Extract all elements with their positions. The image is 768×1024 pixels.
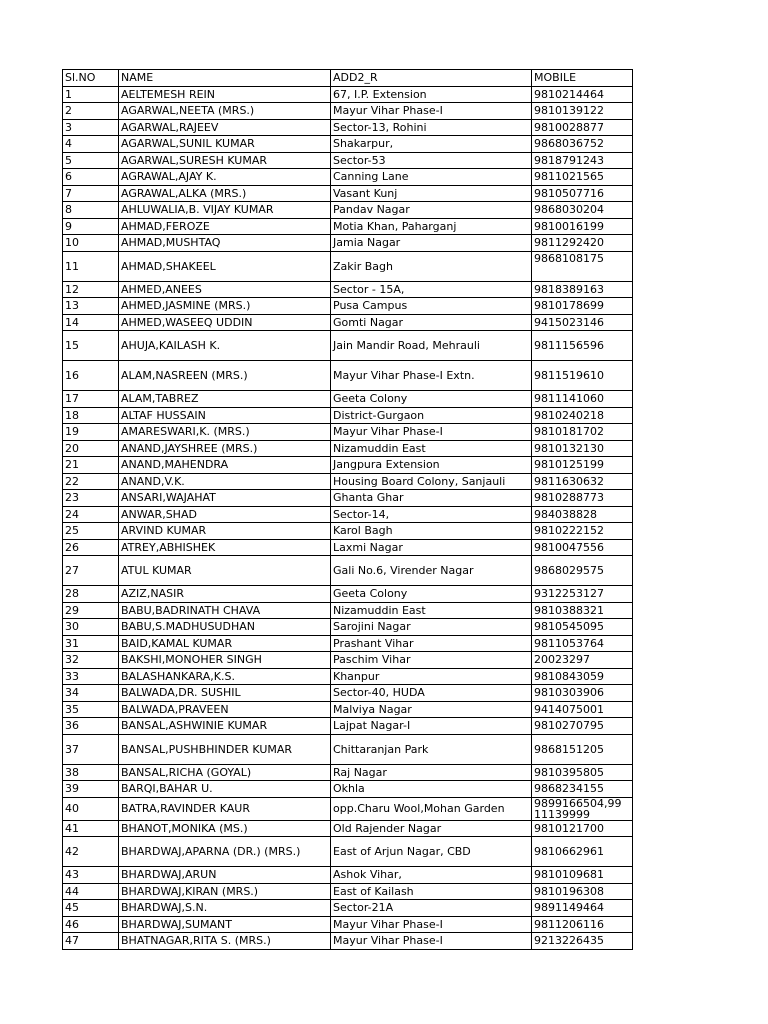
cell-slno: 1 — [63, 86, 119, 103]
cell-mobile: 9810288773 — [532, 490, 633, 507]
table-row — [63, 685, 633, 702]
cell-name: AHMED,ANEES — [119, 281, 331, 298]
table-row — [63, 281, 633, 298]
cell-address: Mayur Vihar Phase-I — [331, 933, 532, 950]
cell-name: AHUJA,KAILASH K. — [119, 331, 331, 361]
cell-mobile: 9810545095 — [532, 619, 633, 636]
cell-address: Ashok Vihar, — [331, 867, 532, 884]
cell-name: BHARDWAJ,S.N. — [119, 900, 331, 917]
cell-name: ALTAF HUSSAIN — [119, 407, 331, 424]
cell-slno: 45 — [63, 900, 119, 917]
cell-name: BHARDWAJ,ARUN — [119, 867, 331, 884]
cell-address: Pandav Nagar — [331, 202, 532, 219]
table-row — [63, 652, 633, 669]
cell-mobile: 984038828 — [532, 506, 633, 523]
cell-name: AHMAD,SHAKEEL — [119, 251, 331, 281]
header-address: ADD2_R — [331, 70, 532, 87]
table-row — [63, 473, 633, 490]
cell-address: 67, I.P. Extension — [331, 86, 532, 103]
cell-mobile: 9810125199 — [532, 457, 633, 474]
cell-mobile: 9818791243 — [532, 152, 633, 169]
cell-slno: 25 — [63, 523, 119, 540]
cell-name: AHLUWALIA,B. VIJAY KUMAR — [119, 202, 331, 219]
table-row — [63, 635, 633, 652]
cell-slno: 38 — [63, 764, 119, 781]
cell-name: AZIZ,NASIR — [119, 586, 331, 603]
table-row — [63, 797, 633, 820]
cell-address: Sector-40, HUDA — [331, 685, 532, 702]
cell-name: AGARWAL,SURESH KUMAR — [119, 152, 331, 169]
table-row — [63, 424, 633, 441]
cell-mobile: 9810507716 — [532, 185, 633, 202]
header-name: NAME — [119, 70, 331, 87]
cell-mobile: 9868151205 — [532, 734, 633, 764]
cell-slno: 12 — [63, 281, 119, 298]
cell-mobile: 9810303906 — [532, 685, 633, 702]
cell-address: East of Kailash — [331, 883, 532, 900]
table-row — [63, 933, 633, 950]
cell-slno: 37 — [63, 734, 119, 764]
header-slno: Sl.NO — [63, 70, 119, 87]
cell-slno: 19 — [63, 424, 119, 441]
cell-mobile: 9811021565 — [532, 169, 633, 186]
cell-address: Shakarpur, — [331, 136, 532, 153]
cell-address: Geeta Colony — [331, 391, 532, 408]
cell-mobile: 9868234155 — [532, 781, 633, 798]
cell-name: AELTEMESH REIN — [119, 86, 331, 103]
cell-slno: 43 — [63, 867, 119, 884]
cell-slno: 10 — [63, 235, 119, 252]
cell-name: ANSARI,WAJAHAT — [119, 490, 331, 507]
table-row — [63, 251, 633, 281]
cell-mobile: 9818389163 — [532, 281, 633, 298]
cell-name: ANWAR,SHAD — [119, 506, 331, 523]
cell-mobile: 9868030204 — [532, 202, 633, 219]
cell-address: Khanpur — [331, 668, 532, 685]
table-row — [63, 119, 633, 136]
table-row — [63, 407, 633, 424]
cell-address: Mayur Vihar Phase-I — [331, 916, 532, 933]
cell-mobile: 9810270795 — [532, 718, 633, 735]
cell-name: ATUL KUMAR — [119, 556, 331, 586]
cell-name: BANSAL,ASHWINIE KUMAR — [119, 718, 331, 735]
cell-mobile: 9811292420 — [532, 235, 633, 252]
cell-mobile: 9810181702 — [532, 424, 633, 441]
cell-address: Housing Board Colony, Sanjauli — [331, 473, 532, 490]
table-row — [63, 298, 633, 315]
cell-address: Sarojini Nagar — [331, 619, 532, 636]
cell-address: Chittaranjan Park — [331, 734, 532, 764]
cell-address: Pusa Campus — [331, 298, 532, 315]
cell-name: BANSAL,PUSHBHINDER KUMAR — [119, 734, 331, 764]
cell-slno: 23 — [63, 490, 119, 507]
cell-slno: 7 — [63, 185, 119, 202]
cell-slno: 16 — [63, 361, 119, 391]
cell-address: Sector-13, Rohini — [331, 119, 532, 136]
cell-mobile: 9810028877 — [532, 119, 633, 136]
table-row — [63, 218, 633, 235]
cell-name: ATREY,ABHISHEK — [119, 539, 331, 556]
cell-mobile: 9810843059 — [532, 668, 633, 685]
cell-slno: 6 — [63, 169, 119, 186]
cell-mobile: 9810222152 — [532, 523, 633, 540]
cell-address: Karol Bagh — [331, 523, 532, 540]
cell-slno: 47 — [63, 933, 119, 950]
cell-mobile: 9415023146 — [532, 314, 633, 331]
table-row — [63, 916, 633, 933]
cell-slno: 3 — [63, 119, 119, 136]
cell-mobile: 9811519610 — [532, 361, 633, 391]
cell-slno: 4 — [63, 136, 119, 153]
cell-slno: 34 — [63, 685, 119, 702]
cell-slno: 21 — [63, 457, 119, 474]
table-row — [63, 820, 633, 837]
cell-name: BAID,KAMAL KUMAR — [119, 635, 331, 652]
table-row — [63, 619, 633, 636]
cell-name: BALASHANKARA,K.S. — [119, 668, 331, 685]
cell-address: Sector-14, — [331, 506, 532, 523]
cell-mobile: 9312253127 — [532, 586, 633, 603]
cell-slno: 30 — [63, 619, 119, 636]
cell-name: BATRA,RAVINDER KAUR — [119, 797, 331, 820]
cell-mobile: 9811630632 — [532, 473, 633, 490]
table-row — [63, 457, 633, 474]
cell-name: AHMAD,MUSHTAQ — [119, 235, 331, 252]
cell-slno: 26 — [63, 539, 119, 556]
cell-name: BABU,BADRINATH CHAVA — [119, 602, 331, 619]
cell-address: Raj Nagar — [331, 764, 532, 781]
contact-table — [62, 69, 633, 950]
cell-address: opp.Charu Wool,Mohan Garden — [331, 797, 532, 820]
cell-name: BARQI,BAHAR U. — [119, 781, 331, 798]
cell-address: Zakir Bagh — [331, 251, 532, 281]
cell-mobile: 9891149464 — [532, 900, 633, 917]
cell-mobile: 9810016199 — [532, 218, 633, 235]
cell-mobile: 9213226435 — [532, 933, 633, 950]
cell-address: Paschim Vihar — [331, 652, 532, 669]
table-row — [63, 867, 633, 884]
table-row — [63, 152, 633, 169]
cell-mobile: 9810047556 — [532, 539, 633, 556]
cell-name: BANSAL,RICHA (GOYAL) — [119, 764, 331, 781]
cell-address: Nizamuddin East — [331, 602, 532, 619]
cell-mobile: 9414075001 — [532, 701, 633, 718]
table-row — [63, 900, 633, 917]
cell-name: AHMAD,FEROZE — [119, 218, 331, 235]
table-row — [63, 837, 633, 867]
cell-name: BHARDWAJ,SUMANT — [119, 916, 331, 933]
cell-mobile: 9868036752 — [532, 136, 633, 153]
cell-address: Gomti Nagar — [331, 314, 532, 331]
cell-name: AGRAWAL,AJAY K. — [119, 169, 331, 186]
cell-mobile: 9811156596 — [532, 331, 633, 361]
table-row — [63, 331, 633, 361]
cell-mobile: 9810132130 — [532, 440, 633, 457]
cell-slno: 27 — [63, 556, 119, 586]
cell-name: AGARWAL,NEETA (MRS.) — [119, 103, 331, 120]
cell-address: Canning Lane — [331, 169, 532, 186]
cell-slno: 46 — [63, 916, 119, 933]
cell-mobile: 9811141060 — [532, 391, 633, 408]
cell-mobile: 9810196308 — [532, 883, 633, 900]
table-row — [63, 734, 633, 764]
cell-address: Jain Mandir Road, Mehrauli — [331, 331, 532, 361]
cell-slno: 11 — [63, 251, 119, 281]
table-row — [63, 556, 633, 586]
cell-name: BHATNAGAR,RITA S. (MRS.) — [119, 933, 331, 950]
cell-name: AMARESWARI,K. (MRS.) — [119, 424, 331, 441]
table-row — [63, 103, 633, 120]
cell-address: Ghanta Ghar — [331, 490, 532, 507]
cell-mobile: 9811053764 — [532, 635, 633, 652]
cell-name: ANAND,MAHENDRA — [119, 457, 331, 474]
cell-mobile: 9868029575 — [532, 556, 633, 586]
cell-name: BALWADA,PRAVEEN — [119, 701, 331, 718]
cell-slno: 40 — [63, 797, 119, 820]
table-row — [63, 586, 633, 603]
cell-mobile: 9899166504,99 11139999 — [532, 797, 633, 820]
cell-name: ARVIND KUMAR — [119, 523, 331, 540]
cell-address: Gali No.6, Virender Nagar — [331, 556, 532, 586]
cell-slno: 42 — [63, 837, 119, 867]
cell-address: Laxmi Nagar — [331, 539, 532, 556]
cell-slno: 32 — [63, 652, 119, 669]
cell-address: Sector-21A — [331, 900, 532, 917]
table-row — [63, 136, 633, 153]
cell-address: Jangpura Extension — [331, 457, 532, 474]
cell-address: Okhla — [331, 781, 532, 798]
cell-slno: 17 — [63, 391, 119, 408]
cell-address: Sector - 15A, — [331, 281, 532, 298]
cell-address: Motia Khan, Paharganj — [331, 218, 532, 235]
table-row — [63, 883, 633, 900]
cell-slno: 28 — [63, 586, 119, 603]
cell-slno: 15 — [63, 331, 119, 361]
cell-mobile: 9810178699 — [532, 298, 633, 315]
cell-mobile: 9810214464 — [532, 86, 633, 103]
table-row — [63, 202, 633, 219]
cell-address: District-Gurgaon — [331, 407, 532, 424]
cell-address: Geeta Colony — [331, 586, 532, 603]
cell-mobile: 9810388321 — [532, 602, 633, 619]
table-row — [63, 668, 633, 685]
table-row — [63, 718, 633, 735]
table-row — [63, 701, 633, 718]
table-row — [63, 539, 633, 556]
table-row — [63, 490, 633, 507]
cell-slno: 41 — [63, 820, 119, 837]
table-row — [63, 185, 633, 202]
cell-name: AGARWAL,SUNIL KUMAR — [119, 136, 331, 153]
header-mobile: MOBILE — [532, 70, 633, 87]
cell-address: Vasant Kunj — [331, 185, 532, 202]
header-row — [63, 70, 633, 87]
table-row — [63, 440, 633, 457]
cell-name: ANAND,V.K. — [119, 473, 331, 490]
cell-name: BHARDWAJ,KIRAN (MRS.) — [119, 883, 331, 900]
cell-slno: 22 — [63, 473, 119, 490]
cell-address: Sector-53 — [331, 152, 532, 169]
cell-name: ALAM,TABREZ — [119, 391, 331, 408]
cell-slno: 24 — [63, 506, 119, 523]
cell-mobile: 9810395805 — [532, 764, 633, 781]
cell-slno: 13 — [63, 298, 119, 315]
cell-name: BAKSHI,MONOHER SINGH — [119, 652, 331, 669]
cell-name: AHMED,WASEEQ UDDIN — [119, 314, 331, 331]
table-row — [63, 764, 633, 781]
cell-mobile: 9810662961 — [532, 837, 633, 867]
table-row — [63, 169, 633, 186]
cell-name: BHANOT,MONIKA (MS.) — [119, 820, 331, 837]
table-row — [63, 523, 633, 540]
cell-mobile: 9868108175 — [532, 251, 633, 281]
cell-slno: 20 — [63, 440, 119, 457]
cell-slno: 5 — [63, 152, 119, 169]
cell-address: Mayur Vihar Phase-I — [331, 103, 532, 120]
cell-address: Malviya Nagar — [331, 701, 532, 718]
cell-address: Jamia Nagar — [331, 235, 532, 252]
cell-address: Lajpat Nagar-I — [331, 718, 532, 735]
table-row — [63, 391, 633, 408]
cell-slno: 2 — [63, 103, 119, 120]
cell-mobile: 9810139122 — [532, 103, 633, 120]
cell-slno: 35 — [63, 701, 119, 718]
cell-name: BHARDWAJ,APARNA (DR.) (MRS.) — [119, 837, 331, 867]
cell-name: ALAM,NASREEN (MRS.) — [119, 361, 331, 391]
table-row — [63, 602, 633, 619]
cell-name: BALWADA,DR. SUSHIL — [119, 685, 331, 702]
cell-address: Mayur Vihar Phase-I Extn. — [331, 361, 532, 391]
cell-address: East of Arjun Nagar, CBD — [331, 837, 532, 867]
cell-name: AHMED,JASMINE (MRS.) — [119, 298, 331, 315]
table-row — [63, 781, 633, 798]
cell-address: Mayur Vihar Phase-I — [331, 424, 532, 441]
cell-slno: 9 — [63, 218, 119, 235]
table-row — [63, 86, 633, 103]
cell-name: BABU,S.MADHUSUDHAN — [119, 619, 331, 636]
cell-name: AGRAWAL,ALKA (MRS.) — [119, 185, 331, 202]
cell-slno: 29 — [63, 602, 119, 619]
table-row — [63, 361, 633, 391]
cell-slno: 18 — [63, 407, 119, 424]
cell-slno: 39 — [63, 781, 119, 798]
cell-address: Old Rajender Nagar — [331, 820, 532, 837]
table-row — [63, 235, 633, 252]
cell-slno: 31 — [63, 635, 119, 652]
cell-mobile: 9811206116 — [532, 916, 633, 933]
cell-mobile: 9810109681 — [532, 867, 633, 884]
cell-mobile: 20023297 — [532, 652, 633, 669]
cell-slno: 8 — [63, 202, 119, 219]
table-row — [63, 506, 633, 523]
cell-name: AGARWAL,RAJEEV — [119, 119, 331, 136]
cell-address: Nizamuddin East — [331, 440, 532, 457]
cell-mobile: 9810121700 — [532, 820, 633, 837]
cell-name: ANAND,JAYSHREE (MRS.) — [119, 440, 331, 457]
cell-mobile: 9810240218 — [532, 407, 633, 424]
cell-slno: 14 — [63, 314, 119, 331]
cell-slno: 44 — [63, 883, 119, 900]
cell-slno: 33 — [63, 668, 119, 685]
cell-slno: 36 — [63, 718, 119, 735]
table-row — [63, 314, 633, 331]
cell-address: Prashant Vihar — [331, 635, 532, 652]
